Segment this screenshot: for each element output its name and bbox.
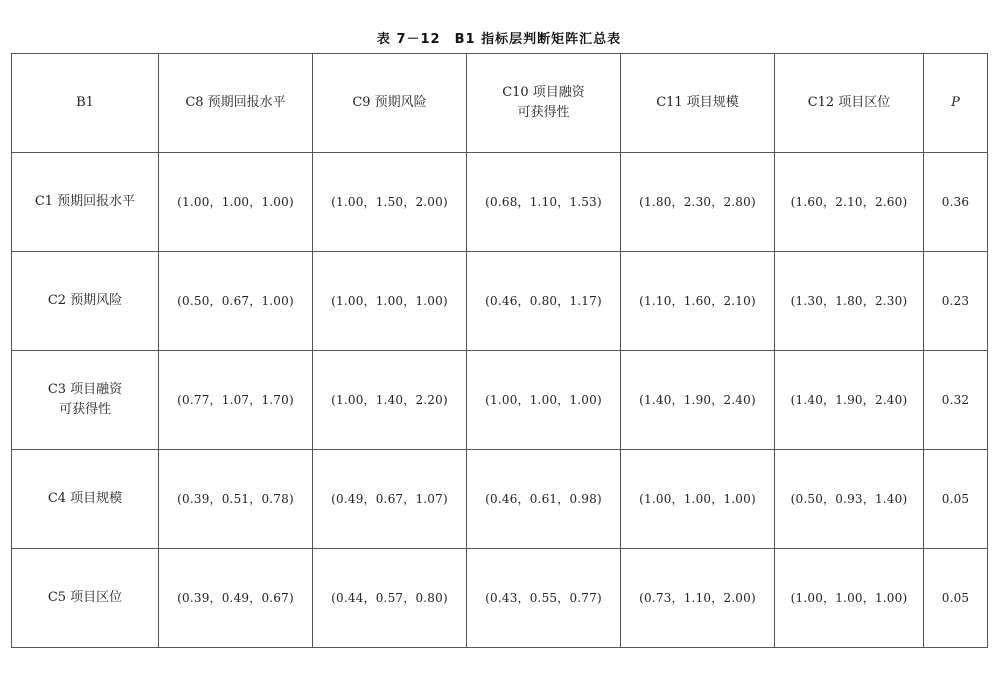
cell-c4-c11: (1.00，1.00，1.00) [621, 450, 775, 549]
judgment-matrix-table [11, 53, 988, 648]
row-header-c4-line-1: C4 项目规模 [47, 491, 123, 506]
table-caption: 表 7－12 B1 指标层判断矩阵汇总表 [376, 32, 622, 47]
cell-c5-c9: (0.44，0.57，0.80) [313, 549, 467, 648]
cell-c3-c11: (1.40，1.90，2.40) [621, 351, 775, 450]
cell-c4-c10: (0.46，0.61，0.98) [467, 450, 621, 549]
cell-c1-c10: (0.68，1.10，1.53) [467, 153, 621, 252]
row-header-c3-line-2: 可获得性 [58, 402, 111, 417]
row-header-c5 [12, 549, 159, 648]
column-header-c11 [621, 54, 775, 153]
row-header-c1 [12, 153, 159, 252]
cell-c3-c9: (1.00，1.40，2.20) [313, 351, 467, 450]
column-header-c9-line-1: C9 预期风险 [352, 95, 427, 110]
column-header-c8-line-1: C8 预期回报水平 [185, 95, 286, 110]
cell-c5-p: 0.05 [924, 549, 988, 648]
column-header-c10-line-1: C10 项目融资 [502, 85, 585, 100]
cell-c3-c12: (1.40，1.90，2.40) [775, 351, 924, 450]
column-header-c10-line-2: 可获得性 [517, 105, 570, 120]
cell-c5-c11: (0.73，1.10，2.00) [621, 549, 775, 648]
corner-header: B1 [12, 54, 159, 153]
cell-c1-c11: (1.80，2.30，2.80) [621, 153, 775, 252]
row-header-c3-line-1: C3 项目融资 [47, 382, 123, 397]
cell-c2-c10: (0.46，0.80，1.17) [467, 252, 621, 351]
table-row-c1 [12, 153, 988, 252]
cell-c2-c9: (1.00，1.00，1.00) [313, 252, 467, 351]
column-header-c9 [313, 54, 467, 153]
table-row-c2 [12, 252, 988, 351]
column-header-c10 [467, 54, 621, 153]
cell-c5-c10: (0.43，0.55，0.77) [467, 549, 621, 648]
cell-c2-p: 0.23 [924, 252, 988, 351]
cell-c1-c8: (1.00，1.00，1.00) [159, 153, 313, 252]
cell-c4-c9: (0.49，0.67，1.07) [313, 450, 467, 549]
column-header-c8 [159, 54, 313, 153]
column-header-c11-line-1: C11 项目规模 [656, 95, 739, 110]
column-header-p: P [924, 54, 988, 153]
column-header-c12 [775, 54, 924, 153]
table-row-c5 [12, 549, 988, 648]
cell-c2-c11: (1.10，1.60，2.10) [621, 252, 775, 351]
cell-c2-c8: (0.50，0.67，1.00) [159, 252, 313, 351]
cell-c3-p: 0.32 [924, 351, 988, 450]
row-header-c2-line-1: C2 预期风险 [47, 293, 123, 308]
cell-c5-c8: (0.39，0.49，0.67) [159, 549, 313, 648]
cell-c3-c10: (1.00，1.00，1.00) [467, 351, 621, 450]
row-header-c5-line-1: C5 项目区位 [47, 590, 123, 605]
cell-c4-c12: (0.50，0.93，1.40) [775, 450, 924, 549]
cell-c1-p: 0.36 [924, 153, 988, 252]
row-header-c2 [12, 252, 159, 351]
cell-c2-c12: (1.30，1.80，2.30) [775, 252, 924, 351]
cell-c3-c8: (0.77，1.07，1.70) [159, 351, 313, 450]
column-header-c12-line-1: C12 项目区位 [807, 95, 891, 110]
cell-c4-p: 0.05 [924, 450, 988, 549]
cell-c5-c12: (1.00，1.00，1.00) [775, 549, 924, 648]
row-header-c1-line-1: C1 预期回报水平 [34, 194, 136, 209]
row-header-c4 [12, 450, 159, 549]
table-row-c3 [12, 351, 988, 450]
cell-c1-c9: (1.00，1.50，2.00) [313, 153, 467, 252]
table-row-c4 [12, 450, 988, 549]
header-row [12, 54, 988, 153]
cell-c4-c8: (0.39，0.51，0.78) [159, 450, 313, 549]
cell-c1-c12: (1.60，2.10，2.60) [775, 153, 924, 252]
row-header-c3 [12, 351, 159, 450]
